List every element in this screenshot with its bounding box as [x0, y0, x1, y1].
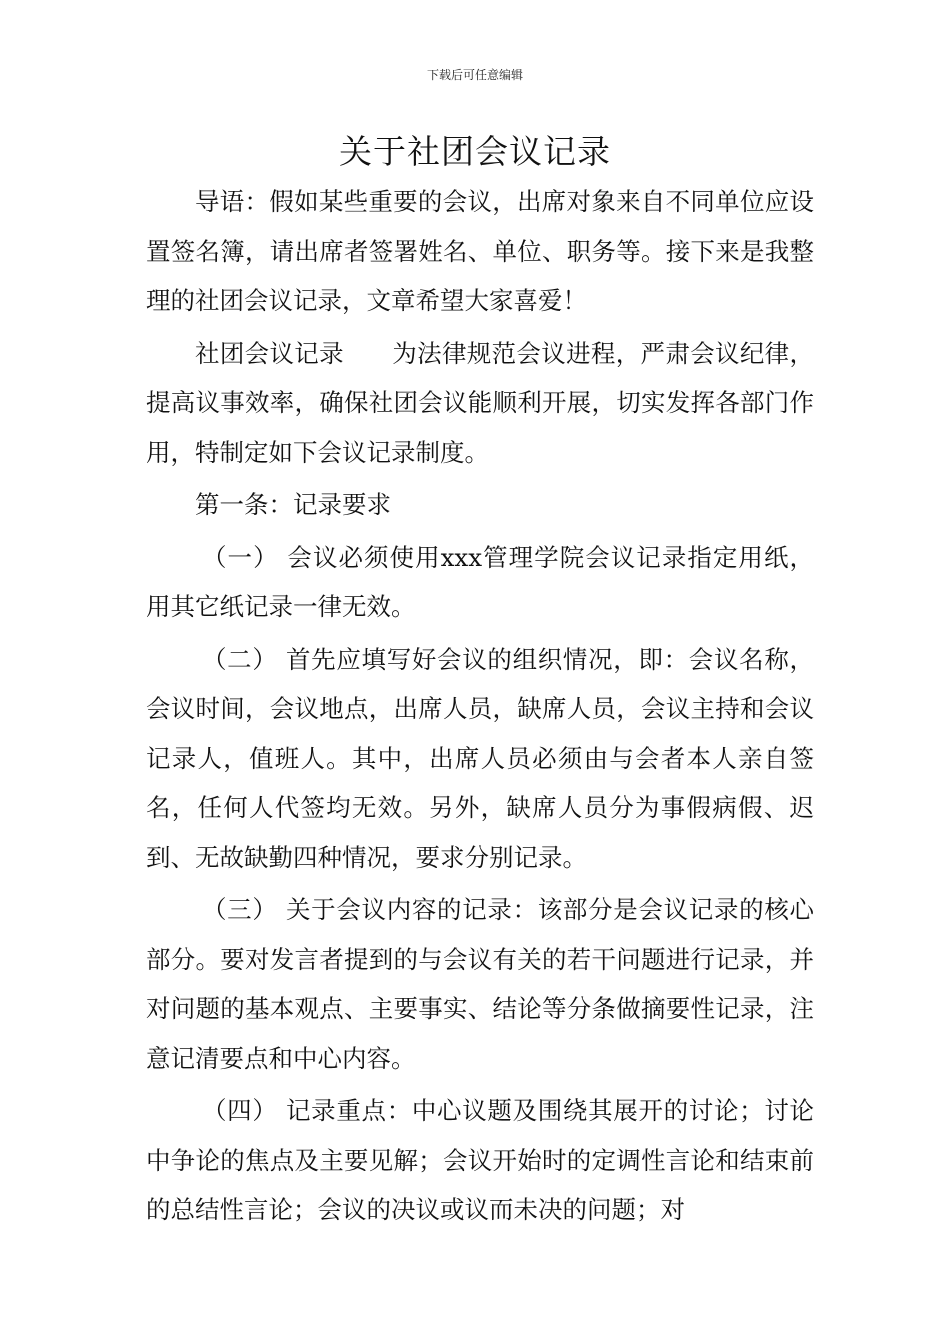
header-note: 下载后可任意编辑 [426, 68, 523, 82]
item-paragraph-3: （三） 关于会议内容的记录：该部分是会议记录的核心部分。要对发言者提到的与会议有关的若干问题进行记录，并对问题的基本观点、主要事实、结论等分条做摘要性记录，注意记清要点和中心内容。 [146, 895, 814, 1073]
item-paragraph-2: （二） 首先应填写好会议的组织情况，即：会议名称，会议时间，会议地点，出席人员，缺席人员，会议主持和会议记录人，值班人。其中，出席人员必须由与会者本人亲自签名，任何人代签均无效。另外，缺席人员分为事假病假、迟到、无故缺勤四种情况，要求分别记录。 [146, 644, 814, 872]
section-label: 社团会议记录 [195, 338, 344, 368]
item-paragraph-1: （一） 会议必须使用xxx管理学院会议记录指定用纸，用其它纸记录一律无效。 [146, 542, 814, 621]
document-body [146, 177, 814, 1238]
article-heading: 第一条：记录要求 [195, 490, 391, 519]
section-intro-paragraph [146, 329, 814, 478]
intro-paragraph: 导语：假如某些重要的会议，出席对象来自不同单位应设置签名簿，请出席者签署姓名、单位、职务等。接下来是我整理的社团会议记录，文章希望大家喜爱！ [146, 187, 814, 315]
document-title: 关于社团会议记录 [339, 132, 611, 171]
item-paragraph-4: （四） 记录重点：中心议题及围绕其展开的讨论；讨论中争论的焦点及主要见解；会议开始时的定调性言论和结束前的总结性言论；会议的决议或议而未决的问题；对 [146, 1096, 814, 1224]
section-text: 为法律规范会议进程，严肃会议纪律，提高议事效率，确保社团会议能顺利开展，切实发挥各部门作用，特制定如下会议记录制度。 [146, 338, 815, 467]
